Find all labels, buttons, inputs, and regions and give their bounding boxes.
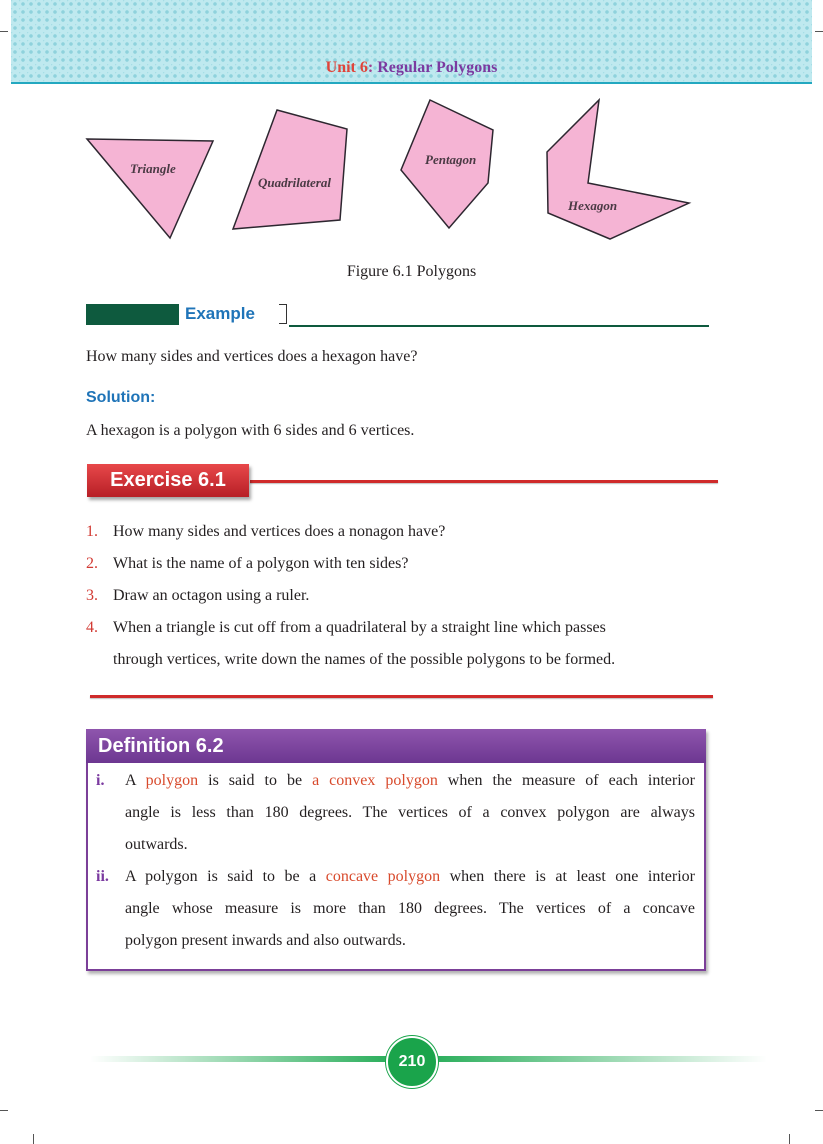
- term-convex-polygon: a convex polygon: [312, 772, 438, 789]
- crop-mark: [815, 1110, 823, 1111]
- exercise-item-text: What is the name of a polygon with ten sides?: [113, 555, 409, 572]
- unit-number: Unit 6: [325, 59, 368, 76]
- hexagon-shape: [547, 100, 689, 239]
- definition-item-line: polygon present inwards and also outwards.: [125, 932, 406, 949]
- exercise-tab: Exercise 6.1: [87, 464, 249, 497]
- exercise-item: [86, 619, 606, 637]
- exercise-item: [86, 523, 445, 541]
- example-question: How many sides and vertices does a hexagon have?: [86, 348, 418, 365]
- exercise-item-text: Draw an octagon using a ruler.: [113, 587, 310, 604]
- exercise-item-number: 4.: [86, 619, 98, 636]
- quadrilateral-label: Quadrilateral: [258, 175, 331, 190]
- crop-mark: [33, 1134, 34, 1144]
- exercise-item-text: When a triangle is cut off from a quadrilateral by a straight line which passes: [113, 619, 606, 636]
- solution-heading: Solution:: [86, 389, 156, 406]
- definition-item-line: [125, 868, 695, 886]
- crop-mark: [815, 31, 823, 32]
- footer-rule-right: [432, 1056, 767, 1062]
- pentagon-label: Pentagon: [425, 152, 477, 167]
- unit-title: [0, 59, 823, 77]
- definition-text: A: [125, 772, 146, 789]
- example-bar: [86, 304, 179, 325]
- crop-mark: [0, 31, 8, 32]
- exercise-item-number: 2.: [86, 555, 98, 572]
- term-polygon: polygon: [145, 772, 199, 789]
- section-divider: [90, 695, 713, 698]
- definition-item-line: angle whose measure is more than 180 degrees. The vertices of a concave: [125, 900, 695, 917]
- solution-answer: A hexagon is a polygon with 6 sides and 6 vertices.: [86, 422, 415, 439]
- crop-mark: [789, 1134, 790, 1144]
- definition-text: A polygon is said to be a: [125, 868, 326, 885]
- exercise-item-number: 1.: [86, 523, 98, 540]
- exercise-item: [86, 555, 408, 573]
- unit-separator: :: [367, 59, 374, 76]
- pentagon-shape: [401, 100, 493, 228]
- triangle-label: Triangle: [130, 161, 176, 176]
- definition-text: when the measure of each interior: [437, 772, 695, 789]
- figure-caption: Figure 6.1 Polygons: [346, 263, 477, 280]
- definition-text: is said to be: [198, 772, 313, 789]
- hexagon-label: Hexagon: [568, 198, 618, 213]
- triangle-shape: [87, 139, 213, 238]
- example-heading: Example: [185, 304, 255, 323]
- definition-item-marker: ii.: [96, 868, 109, 885]
- crop-mark: [0, 1110, 8, 1111]
- exercise-rule: [250, 480, 718, 483]
- page-number: 210: [386, 1036, 438, 1088]
- exercise-item-text: How many sides and vertices does a nonagon have?: [113, 523, 446, 540]
- example-bracket: [279, 304, 287, 324]
- footer-rule-left: [90, 1056, 390, 1062]
- quadrilateral-shape: [233, 110, 347, 229]
- term-concave-polygon: concave polygon: [325, 868, 441, 885]
- definition-text: when there is at least one interior: [440, 868, 695, 885]
- definition-item-line: angle is less than 180 degrees. The vertices of a convex polygon are always: [125, 804, 695, 821]
- definition-heading: Definition 6.2: [86, 729, 706, 763]
- exercise-item-number: 3.: [86, 587, 98, 604]
- exercise-item: [86, 587, 309, 605]
- example-underline: [289, 325, 709, 327]
- exercise-item-continuation: through vertices, write down the names of the possible polygons to be formed.: [113, 651, 616, 668]
- header-rule: [11, 82, 812, 84]
- unit-topic: Regular Polygons: [377, 59, 498, 76]
- definition-item-line: [125, 772, 695, 790]
- polygons-figure: [0, 90, 823, 255]
- definition-item-marker: i.: [96, 772, 105, 789]
- definition-item-line: outwards.: [125, 836, 188, 853]
